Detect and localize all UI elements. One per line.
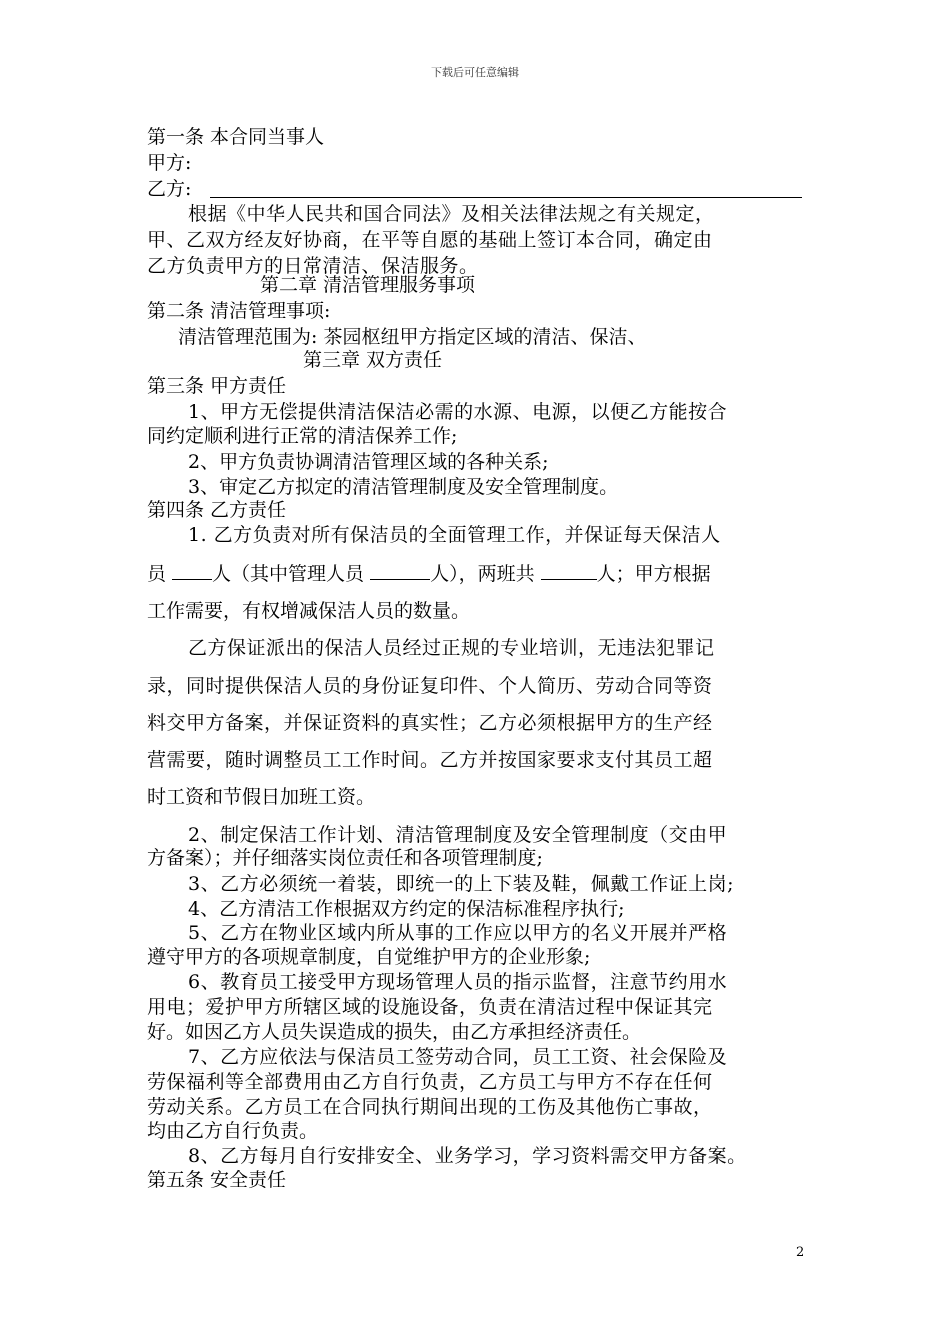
- staff-guarantee-line-5: 时工资和节假日加班工资。: [147, 786, 376, 808]
- article-4-item-1-line-2: [147, 561, 711, 587]
- article-4-item-6-line-2: 用电；爱护甲方所辖区域的设施设备，负责在清洁过程中保证其完: [147, 996, 713, 1018]
- total-staff-blank: [172, 561, 212, 580]
- article-4-item-1-line-1: 1. 乙方负责对所有保洁员的全面管理工作，并保证每天保洁人: [188, 524, 721, 546]
- staff-guarantee-line-1: 乙方保证派出的保洁人员经过正规的专业培训，无违法犯罪记: [188, 637, 715, 659]
- article-4-item-3: 3、乙方必须统一着装，即统一的上下装及鞋，佩戴工作证上岗;: [188, 873, 734, 895]
- article-4-item-5-line-1: 5、乙方在物业区域内所从事的工作应以甲方的名义开展并严格: [188, 922, 728, 944]
- para-1-line-3: 乙方负责甲方的日常清洁、保洁服务。: [147, 255, 479, 277]
- para-1-line-1: 根据《中华人民共和国合同法》及相关法律法规之有关规定，: [188, 203, 715, 225]
- chapter-3-heading: 第三章 双方责任: [303, 349, 443, 371]
- cleaning-scope: 清洁管理范围为: 茶园枢纽甲方指定区域的清洁、保洁、: [178, 326, 647, 348]
- staff-count-text-4: 人；甲方根据: [596, 563, 711, 585]
- shift-count-blank: [541, 561, 597, 580]
- article-3-item-2: 2、甲方负责协调清洁管理区域的各种关系;: [188, 451, 549, 473]
- staff-count-text-3: 人），两班共: [430, 563, 541, 585]
- manager-count-blank: [370, 561, 430, 580]
- article-4-item-8: 8、乙方每月自行安排安全、业务学习，学习资料需交甲方备案。: [188, 1145, 747, 1167]
- article-5-title: 第五条 安全责任: [147, 1169, 287, 1191]
- page-header: 下载后可任意编辑: [431, 66, 519, 79]
- article-4-item-4: 4、乙方清洁工作根据双方约定的保洁标准程序执行;: [188, 898, 625, 920]
- article-4-item-7-line-4: 均由乙方自行负责。: [147, 1120, 319, 1142]
- article-1-title: 第一条 本合同当事人: [147, 126, 325, 148]
- party-a-label: 甲方:: [147, 152, 192, 174]
- article-3-item-1-line-2: 同约定顺利进行正常的清洁保养工作;: [147, 425, 458, 447]
- party-b-blank-line: [210, 197, 802, 198]
- article-2-title: 第二条 清洁管理事项:: [147, 300, 331, 322]
- para-1-line-2: 甲、乙双方经友好协商，在平等自愿的基础上签订本合同，确定由: [147, 229, 713, 251]
- staff-count-text-1: 员: [147, 563, 173, 585]
- article-4-item-7-line-1: 7、乙方应依法与保洁员工签劳动合同，员工工资、社会保险及: [188, 1046, 728, 1068]
- party-b-label: 乙方:: [147, 178, 192, 200]
- article-4-title: 第四条 乙方责任: [147, 499, 287, 521]
- article-4-item-7-line-2: 劳保福利等全部费用由乙方自行负责，乙方员工与甲方不存在任何: [147, 1071, 713, 1093]
- staff-guarantee-line-2: 录，同时提供保洁人员的身份证复印件、个人简历、劳动合同等资: [147, 675, 713, 697]
- article-4-item-6-line-3: 好。如因乙方人员失误造成的损失，由乙方承担经济责任。: [147, 1021, 642, 1043]
- article-4-item-1-line-3: 工作需要，有权增减保洁人员的数量。: [147, 600, 471, 622]
- article-4-item-5-line-2: 遵守甲方的各项规章制度，自觉维护甲方的企业形象;: [147, 946, 591, 968]
- page-number: 2: [796, 1245, 805, 1260]
- chapter-2-heading: 第二章 清洁管理服务事项: [260, 274, 476, 296]
- article-4-item-2-line-2: 方备案）；并仔细落实岗位责任和各项管理制度;: [147, 847, 543, 869]
- article-4-item-2-line-1: 2、制定保洁工作计划、清洁管理制度及安全管理制度（交由甲: [188, 824, 728, 846]
- article-4-item-7-line-3: 劳动关系。乙方员工在合同执行期间出现的工伤及其他伤亡事故，: [147, 1096, 713, 1118]
- article-3-title: 第三条 甲方责任: [147, 375, 287, 397]
- article-3-item-1-line-1: 1、甲方无偿提供清洁保洁必需的水源、电源，以便乙方能按合: [188, 401, 728, 423]
- staff-guarantee-line-3: 料交甲方备案，并保证资料的真实性；乙方必须根据甲方的生产经: [147, 712, 713, 734]
- article-4-item-6-line-1: 6、教育员工接受甲方现场管理人员的指示监督，注意节约用水: [188, 971, 728, 993]
- staff-count-text-2: 人（其中管理人员: [212, 563, 371, 585]
- article-3-item-3: 3、审定乙方拟定的清洁管理制度及安全管理制度。: [188, 476, 619, 498]
- staff-guarantee-line-4: 营需要，随时调整员工工作时间。乙方并按国家要求支付其员工超: [147, 749, 713, 771]
